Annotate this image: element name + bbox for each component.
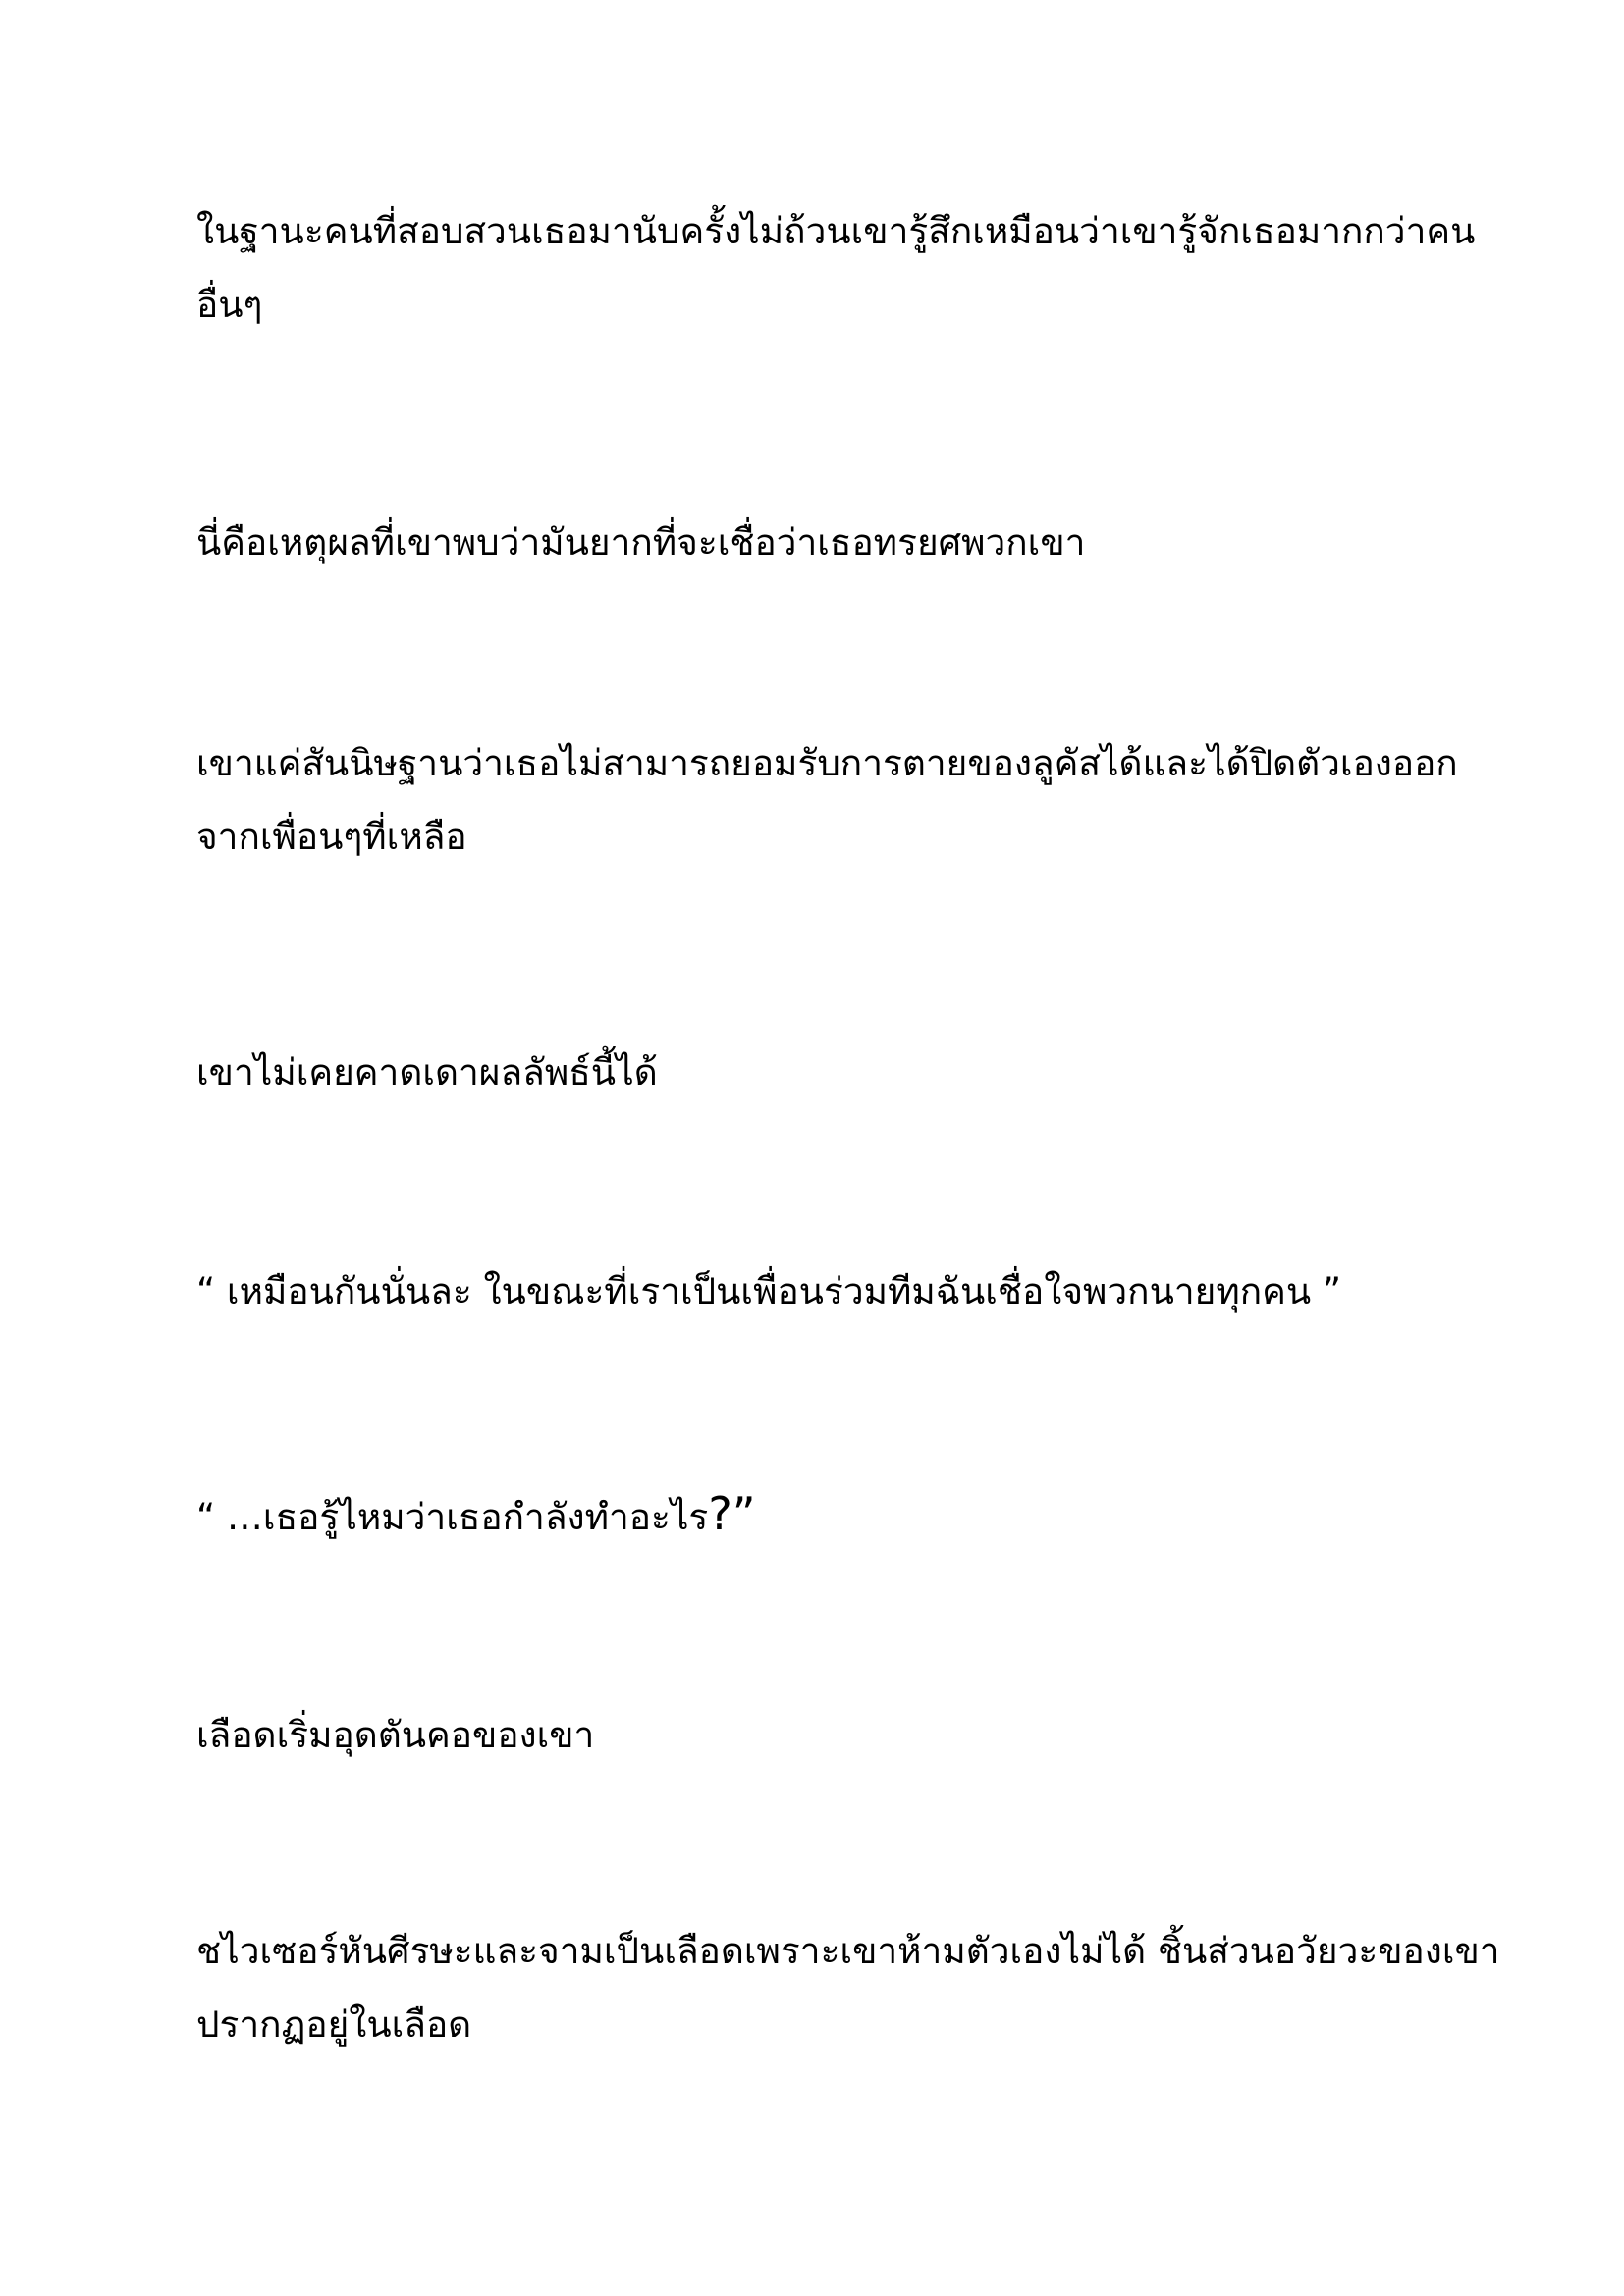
paragraph-4 bbox=[196, 1036, 1453, 1109]
paragraph-line: ปรากฏอยู่ในเลือด bbox=[196, 2003, 472, 2046]
paragraph-line: “ เหมือนกันนั่นละ ในขณะที่เราเป็นเพื่อนร่วมทีมฉันเชื่อใจพวกนายทุกคน ” bbox=[196, 1270, 1342, 1312]
paragraph-line: ในฐานะคนที่สอบสวนเธอมานับครั้งไม่ถ้วนเขารู้สึกเหมือนว่าเขารู้จักเธอมากกว่าคน bbox=[196, 210, 1476, 252]
paragraph-3 bbox=[196, 726, 1458, 874]
paragraph-6 bbox=[196, 1477, 1453, 1554]
paragraph-7 bbox=[196, 1698, 1453, 1772]
paragraph-line: เขาไม่เคยคาดเดาผลลัพธ์นี้ได้ bbox=[196, 1051, 658, 1094]
paragraph-8 bbox=[196, 1914, 1500, 2061]
paragraph-5 bbox=[196, 1255, 1453, 1328]
paragraph-line: ชไวเซอร์หันศีรษะและจามเป็นเลือดเพราะเขาห้ามตัวเองไม่ได้ ชิ้นส่วนอวัยวะของเขา bbox=[196, 1930, 1500, 1972]
paragraph-line: เขาแค่สันนิษฐานว่าเธอไม่สามารถยอมรับการตายของลูคัสได้และได้ปิดตัวเองออก bbox=[196, 742, 1458, 784]
paragraph-2 bbox=[196, 506, 1453, 579]
paragraph-line: เลือดเริ่มอุดตันคอของเขา bbox=[196, 1714, 595, 1756]
paragraph-line: นี่คือเหตุผลที่เขาพบว่ามันยากที่จะเชื่อว่าเธอทรยศพวกเขา bbox=[196, 521, 1086, 563]
dialogue-question-mark: ?” bbox=[708, 1487, 756, 1540]
paragraph-1 bbox=[196, 194, 1476, 342]
paragraph-line bbox=[196, 1477, 1453, 1554]
dialogue-text: “ …เธอรู้ไหมว่าเธอกำลังทำอะไร bbox=[196, 1496, 709, 1538]
paragraph-line: จากเพื่อนๆที่เหลือ bbox=[196, 816, 467, 858]
paragraph-line: อื่นๆ bbox=[196, 284, 263, 326]
